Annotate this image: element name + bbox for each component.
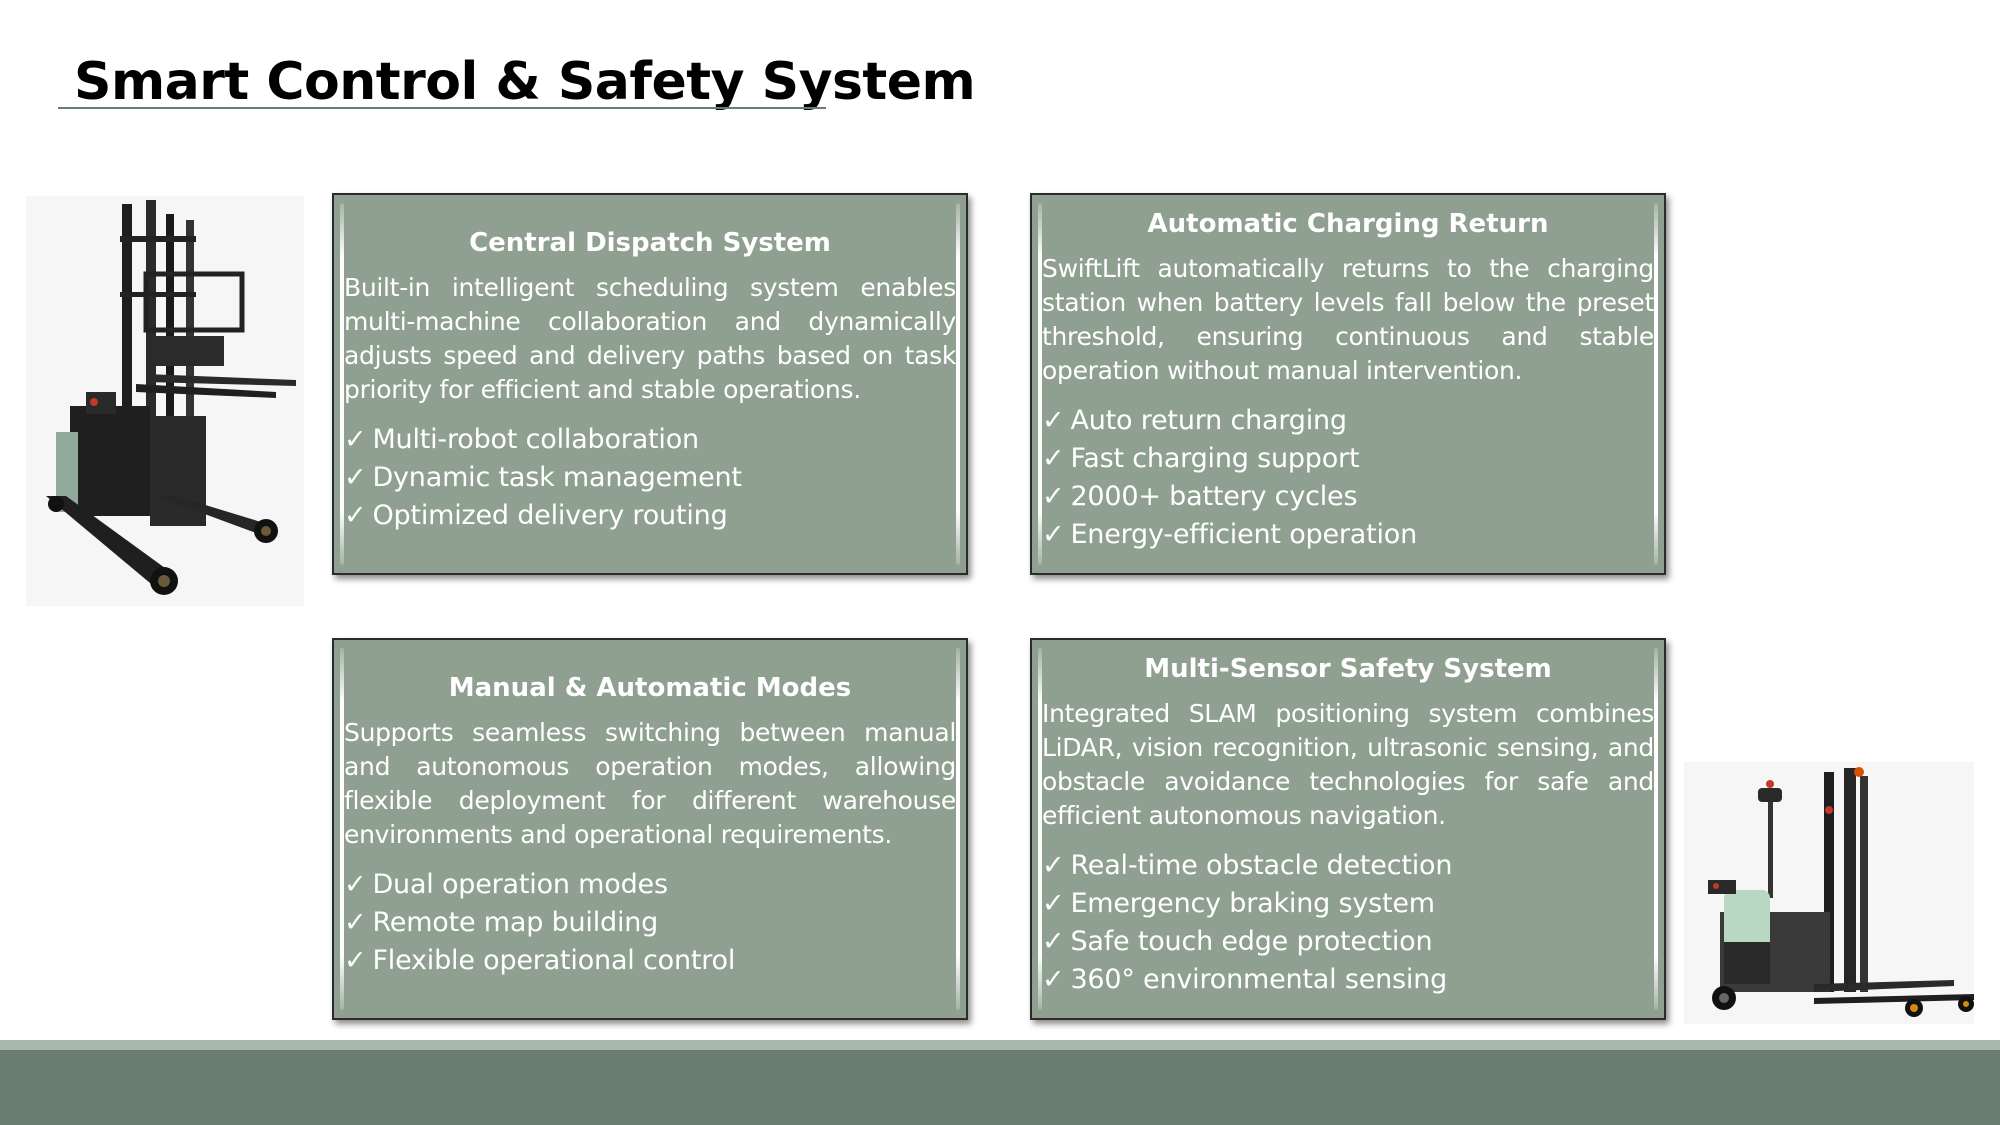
checkmark-icon: ✓ (1042, 481, 1065, 512)
feature-label: Dual operation modes (372, 869, 668, 900)
feature-label: Multi-robot collaboration (372, 424, 699, 455)
feature-label: 2000+ battery cycles (1070, 481, 1358, 512)
card-title: Multi-Sensor Safety System (1144, 654, 1552, 684)
list-item (344, 421, 956, 459)
card-description: Supports seamless switching between manual and autonomous operation modes, allowing flexible deployment for different warehouse environments and operational requirements. (344, 718, 956, 849)
footer-accent-band (0, 1040, 2000, 1050)
feature-list (344, 421, 956, 535)
list-item (344, 904, 956, 942)
card-title: Automatic Charging Return (1147, 209, 1549, 239)
feature-label: Optimized delivery routing (372, 500, 728, 531)
feature-list (344, 866, 956, 980)
card-description: SwiftLift automatically returns to the charging station when battery levels fall below the preset threshold, ensuring continuous and stable operation without manual intervention. (1042, 254, 1654, 385)
card-description: Integrated SLAM positioning system combines LiDAR, vision recognition, ultrasonic sensing, and obstacle avoidance technologies for safe and efficient autonomous navigation. (1042, 699, 1654, 830)
feature-label: Remote map building (372, 907, 659, 938)
checkmark-icon: ✓ (1042, 443, 1065, 474)
list-item (344, 459, 956, 497)
checkmark-icon: ✓ (344, 462, 367, 493)
list-item (344, 866, 956, 904)
feature-list (1042, 402, 1654, 554)
feature-label: Real-time obstacle detection (1070, 850, 1453, 881)
list-item (1042, 847, 1654, 885)
checkmark-icon: ✓ (344, 869, 367, 900)
checkmark-icon: ✓ (1042, 850, 1065, 881)
list-item (344, 942, 956, 980)
list-item (1042, 402, 1654, 440)
list-item (1042, 478, 1654, 516)
checkmark-icon: ✓ (344, 945, 367, 976)
forklift-image-right (1684, 762, 1974, 1024)
card-title: Central Dispatch System (469, 228, 831, 258)
list-item (1042, 440, 1654, 478)
feature-label: Safe touch edge protection (1070, 926, 1433, 957)
card-description: Built-in intelligent scheduling system enables multi-machine collaboration and dynamically adjusts speed and delivery paths based on task priority for efficient and stable operations. (344, 273, 956, 404)
card-multi-sensor-safety (1030, 638, 1666, 1020)
feature-label: Flexible operational control (372, 945, 736, 976)
card-title: Manual & Automatic Modes (448, 673, 852, 703)
list-item (344, 497, 956, 535)
feature-label: Energy-efficient operation (1070, 519, 1418, 550)
feature-list (1042, 847, 1654, 999)
checkmark-icon: ✓ (1042, 964, 1065, 995)
feature-label: Dynamic task management (372, 462, 742, 493)
feature-label: Emergency braking system (1070, 888, 1435, 919)
title-underline (58, 107, 826, 109)
feature-label: 360° environmental sensing (1070, 964, 1448, 995)
checkmark-icon: ✓ (344, 500, 367, 531)
compact-stacker-forklift-image (1684, 762, 1974, 1024)
checkmark-icon: ✓ (344, 907, 367, 938)
checkmark-icon: ✓ (344, 424, 367, 455)
feature-label: Fast charging support (1070, 443, 1360, 474)
list-item (1042, 516, 1654, 554)
card-manual-automatic-modes (332, 638, 968, 1020)
tall-mast-stacker-forklift-image (26, 196, 304, 606)
footer-bar (0, 1050, 2000, 1125)
card-central-dispatch (332, 193, 968, 575)
checkmark-icon: ✓ (1042, 405, 1065, 436)
forklift-image-left (26, 196, 304, 606)
feature-label: Auto return charging (1070, 405, 1347, 436)
list-item (1042, 885, 1654, 923)
checkmark-icon: ✓ (1042, 926, 1065, 957)
checkmark-icon: ✓ (1042, 519, 1065, 550)
slide-title: Smart Control & Safety System (74, 52, 976, 112)
list-item (1042, 961, 1654, 999)
card-automatic-charging (1030, 193, 1666, 575)
checkmark-icon: ✓ (1042, 888, 1065, 919)
list-item (1042, 923, 1654, 961)
